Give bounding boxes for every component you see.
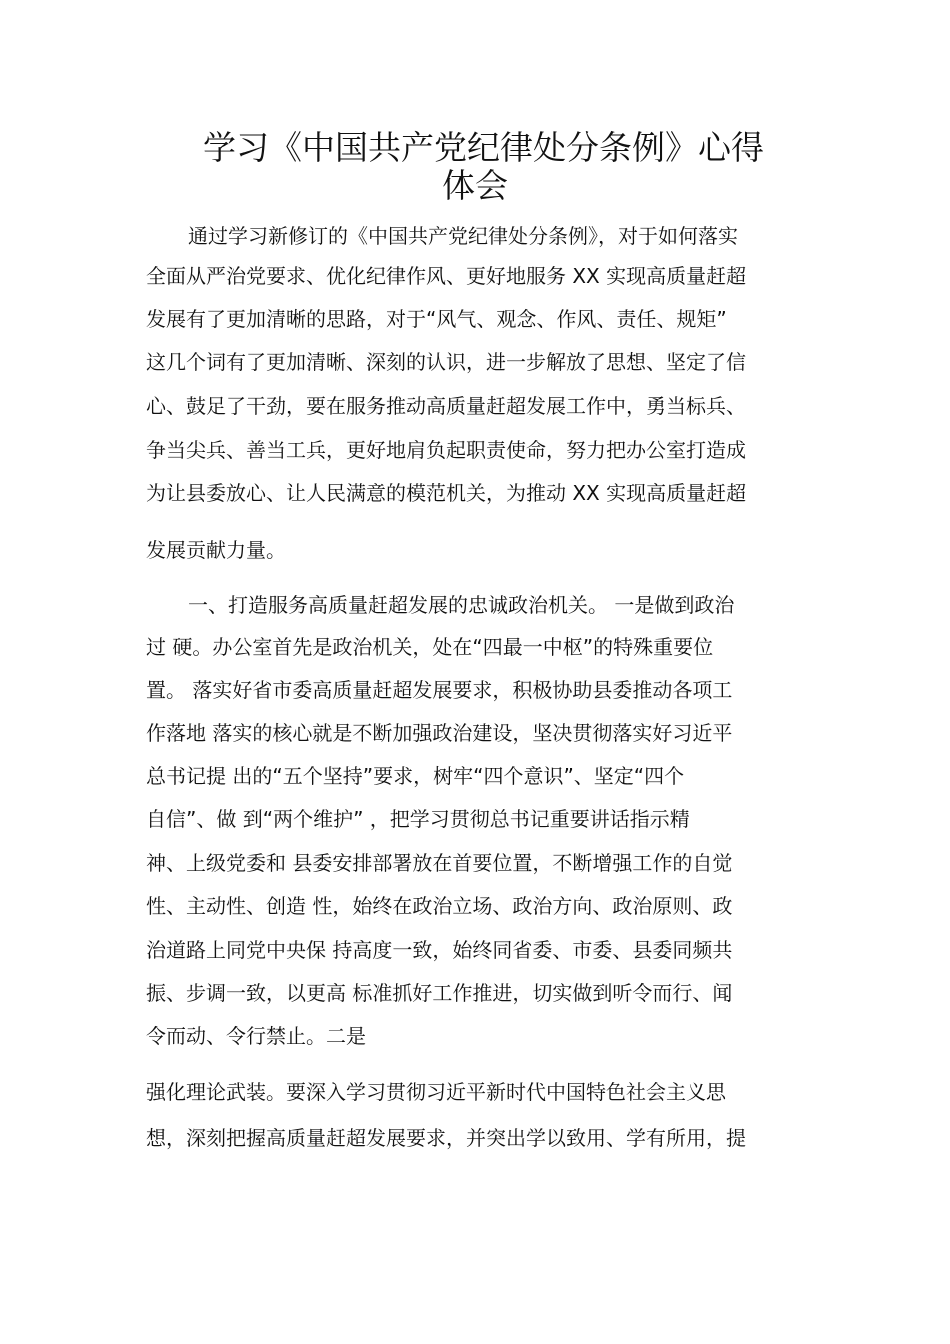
paragraph-line: 发展有了更加清晰的思路，对于“风气、观念、作风、责任、规矩” (146, 307, 727, 331)
paragraph-line: 心、鼓足了干劲，要在服务推动高质量赶超发展工作中，勇当标兵、 (146, 394, 746, 418)
paragraph-line: 通过学习新修订的《中国共产党纪律处分条例》，对于如何落实 (188, 224, 738, 248)
paragraph-line: 振、步调一致，以更高 标准抓好工作推进，切实做到听令而行、闻 (146, 981, 733, 1005)
document-title-line-2: 体会 (442, 166, 508, 205)
paragraph-line: 争当尖兵、善当工兵，更好地肩负起职责使命，努力把办公室打造成 (146, 438, 746, 462)
paragraph-line: 治道路上同党中央保 持高度一致，始终同省委、市委、县委同频共 (146, 938, 733, 962)
paragraph-line: 作落地 落实的核心就是不断加强政治建设，坚决贯彻落实好习近平 (146, 721, 733, 745)
paragraph-line: 强化理论武装。要深入学习贯彻习近平新时代中国特色社会主义思 (146, 1080, 726, 1104)
paragraph-line: 自信”、做 到“两个维护” ，把学习贯彻总书记重要讲话指示精 (146, 807, 690, 831)
paragraph-line: 一、打造服务高质量赶超发展的忠诚政治机关。 一是做到政治 (188, 593, 735, 617)
paragraph-line: 置。 落实好省市委高质量赶超发展要求，积极协助县委推动各项工 (146, 678, 733, 702)
paragraph-line: 令而动、令行禁止。二是 (146, 1024, 366, 1048)
paragraph-line: 过 硬。办公室首先是政治机关，处在“四最一中枢”的特殊重要位 (146, 635, 714, 659)
paragraph-line: 这几个词有了更加清晰、深刻的认识，进一步解放了思想、坚定了信 (146, 350, 746, 374)
paragraph-line: 想，深刻把握高质量赶超发展要求，并突出学以致用、学有所用，提 (146, 1126, 746, 1150)
document-title-line-1: 学习《中国共产党纪律处分条例》心得 (203, 128, 764, 167)
paragraph-line: 神、上级党委和 县委安排部署放在首要位置，不断增强工作的自觉 (146, 851, 733, 875)
paragraph-line: 性、主动性、创造 性，始终在政治立场、政治方向、政治原则、政 (146, 894, 733, 918)
paragraph-line: 发展贡献力量。 (146, 538, 286, 562)
paragraph-line: 总书记提 出的“五个坚持”要求，树牢“四个意识”、坚定“四个 (146, 764, 685, 788)
paragraph-line: 为让县委放心、让人民满意的模范机关，为推动 XX 实现高质量赶超 (146, 481, 747, 505)
paragraph-line: 全面从严治党要求、优化纪律作风、更好地服务 XX 实现高质量赶超 (146, 264, 747, 288)
